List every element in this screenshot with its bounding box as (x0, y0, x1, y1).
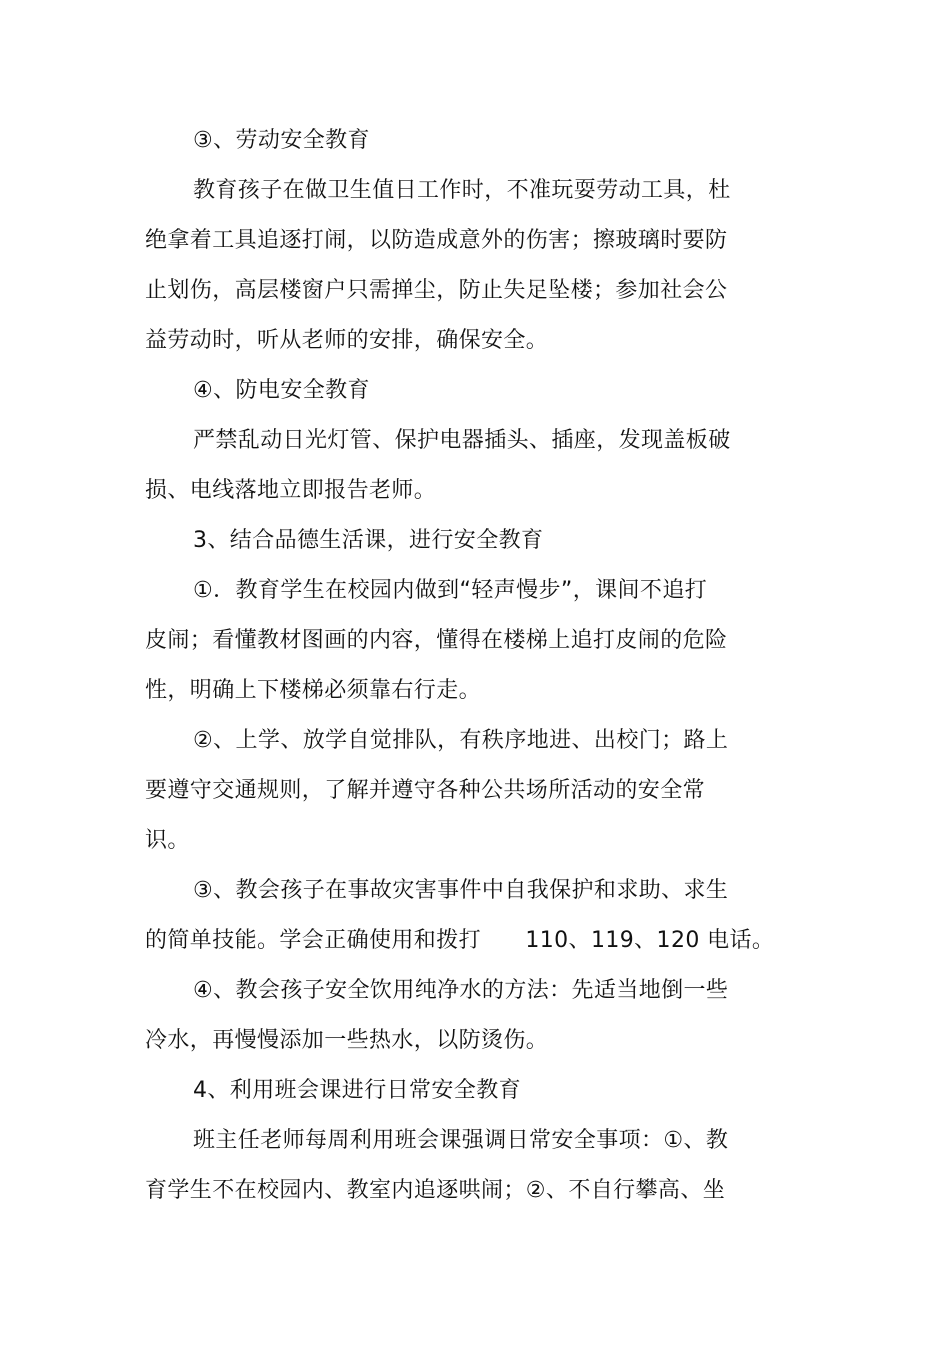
paragraph-line: 育学生不在校园内、教室内追逐哄闹；②、不自行攀高、坐 (145, 1178, 726, 1203)
paragraph-line: ④、教会孩子安全饮用纯净水的方法：先适当地倒一些 (193, 978, 729, 1003)
paragraph-line: 要遵守交通规则，了解并遵守各种公共场所活动的安全常 (145, 778, 706, 803)
paragraph-line: 冷水，再慢慢添加一些热水，以防烫伤。 (145, 1028, 549, 1053)
paragraph-line: 绝拿着工具追逐打闹，以防造成意外的伤害；擦玻璃时要防 (145, 228, 728, 253)
paragraph-line: 严禁乱动日光灯管、保护电器插头、插座，发现盖板破 (193, 428, 731, 453)
paragraph-line: 性，明确上下楼梯必须靠右行走。 (145, 678, 482, 703)
paragraph-line: ③、教会孩子在事故灾害事件中自我保护和求助、求生 (193, 878, 729, 903)
heading-section-4: 4、利用班会课进行日常安全教育 (193, 1078, 521, 1103)
paragraph-line: ②、上学、放学自觉排队，有秩序地进、出校门；路上 (193, 728, 729, 753)
heading-labor-safety: ③、劳动安全教育 (193, 128, 370, 153)
heading-electric-safety: ④、防电安全教育 (193, 378, 370, 403)
paragraph-line: 止划伤，高层楼窗户只需掸尘，防止失足坠楼；参加社会公 (145, 278, 728, 303)
heading-section-3: 3、结合品德生活课，进行安全教育 (193, 528, 544, 553)
paragraph-line: 班主任老师每周利用班会课强调日常安全事项：①、教 (193, 1128, 729, 1153)
paragraph-line: ①．教育学生在校园内做到“轻声慢步”，课间不追打 (193, 578, 708, 603)
paragraph-line: 的简单技能。学会正确使用和拨打 110、119、120 电话。 (145, 928, 775, 953)
paragraph-line: 益劳动时，听从老师的安排，确保安全。 (145, 328, 549, 353)
paragraph-line: 教育孩子在做卫生值日工作时，不准玩耍劳动工具，杜 (193, 178, 731, 203)
paragraph-line: 识。 (145, 828, 190, 853)
paragraph-line: 损、电线落地立即报告老师。 (145, 478, 437, 503)
paragraph-line: 皮闹；看懂教材图画的内容，懂得在楼梯上追打皮闹的危险 (145, 628, 728, 653)
